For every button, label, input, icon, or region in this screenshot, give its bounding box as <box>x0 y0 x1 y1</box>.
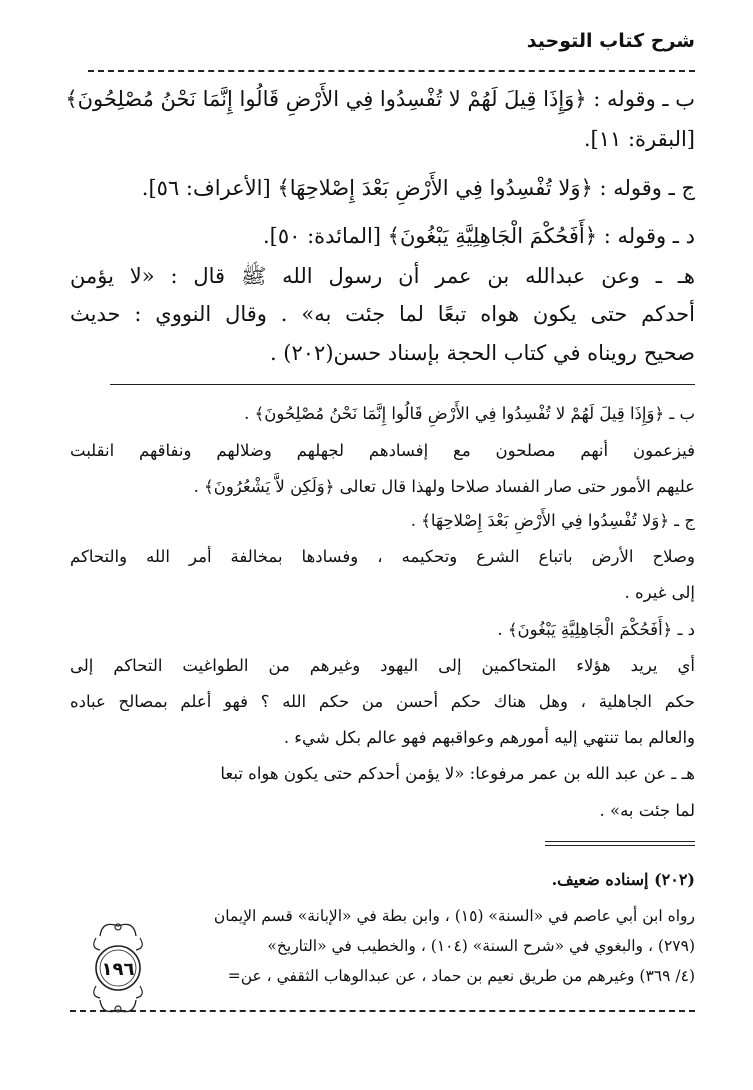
page-number: ١٩٦ <box>101 959 135 980</box>
running-header-title: شرح كتاب التوحيد <box>526 30 695 52</box>
main-text-line: صحيح رويناه في كتاب الحجة بإسناد حسن(٢٠٢) . <box>269 341 695 365</box>
footnote-line: رواه ابن أبي عاصم في «السنة» (١٥) ، وابن بطة في «الإبانة» قسم الإيمان <box>213 907 695 925</box>
commentary-line: د ـ ﴿أَفَحُكْمَ الْجَاهِلِيَّةِ يَبْغُونَ﴾ . <box>497 620 695 639</box>
footnote-separator <box>545 845 695 846</box>
commentary-line: حكم الجاهلية ، وهل هناك حكم أحسن من حكم الله ؟ فهو أعلم بمصالح عباده <box>70 692 695 711</box>
main-text-line: ج ـ وقوله : ﴿وَلا تُفْسِدُوا فِي الأَرْضِ بَعْدَ إِصْلاحِهَا﴾ [الأعراف: ٥٦]. <box>141 176 695 200</box>
commentary-line: فيزعمون أنهم مصلحون مع إفسادهم لجهلهم وضلالهم ونفاقهم انقلبت <box>70 441 695 460</box>
main-text-line: ب ـ وقوله : ﴿وَإِذَا قِيلَ لَهُمْ لا تُفْسِدُوا فِي الأَرْضِ قَالُوا إِنَّمَا نَحْنُ مُصْلِحُونَ﴾ <box>65 87 695 111</box>
commentary-line: عليهم الأمور حتى صار الفساد صلاحا ولهذا قال تعالى ﴿وَلَكِن لاَّ يَشْعُرُونَ﴾ . <box>193 477 695 496</box>
main-text-line: هـ ـ وعن عبدالله بن عمر أن رسول الله ﷺ قال : «لا يؤمن <box>70 264 695 288</box>
commentary-separator <box>110 384 695 385</box>
commentary-line: وصلاح الأرض باتباع الشرع وتحكيمه ، وفسادها بمخالفة أمر الله والتحاكم <box>70 547 695 566</box>
commentary-line: هـ ـ عن عبد الله بن عمر مرفوعا: «لا يؤمن أحدكم حتى يكون هواه تبعا <box>220 764 695 783</box>
main-text-line: أحدكم حتى يكون هواه تبعًا لما جئت به» . وقال النووي : حديث <box>70 302 695 326</box>
footnote-separator <box>545 841 695 842</box>
commentary-line: والعالم بما تنتهي إليه أمورهم وعواقبهم فهو عالم بكل شيء . <box>283 728 695 747</box>
footer-divider <box>70 1010 695 1012</box>
footnote-line: (٤/ ٣٦٩) وغيرهم من طريق نعيم بن حماد ، عن عبدالوهاب الثقفي ، عن= <box>227 967 695 985</box>
page-number-ornament <box>88 918 148 1018</box>
main-text-line: [البقرة: ١١]. <box>583 127 695 151</box>
main-text-line: د ـ وقوله : ﴿أَفَحُكْمَ الْجَاهِلِيَّةِ يَبْغُونَ﴾ [المائدة: ٥٠]. <box>262 224 695 248</box>
commentary-line: أي يريد هؤلاء المتحاكمين إلى اليهود وغيرهم من الطواغيت التحاكم إلى <box>70 656 695 675</box>
footnote-title: (٢٠٢) إسناده ضعيف. <box>551 870 695 889</box>
header-divider <box>88 70 695 72</box>
flourish-icon <box>88 918 148 1018</box>
commentary-line: لما جئت به» . <box>599 801 695 820</box>
commentary-line: إلى غيره . <box>624 583 695 602</box>
commentary-line: ب ـ ﴿وَإِذَا قِيلَ لَهُمْ لا تُفْسِدُوا فِي الأَرْضِ قَالُوا إِنَّمَا نَحْنُ مُصْلِحُونَ﴾ . <box>244 404 695 423</box>
commentary-line: ج ـ ﴿وَلا تُفْسِدُوا فِي الأَرْضِ بَعْدَ إِصْلاحِهَا﴾ . <box>410 511 695 530</box>
footnote-line: (٢٧٩) ، والبغوي في «شرح السنة» (١٠٤) ، والخطيب في «التاريخ» <box>267 937 695 955</box>
